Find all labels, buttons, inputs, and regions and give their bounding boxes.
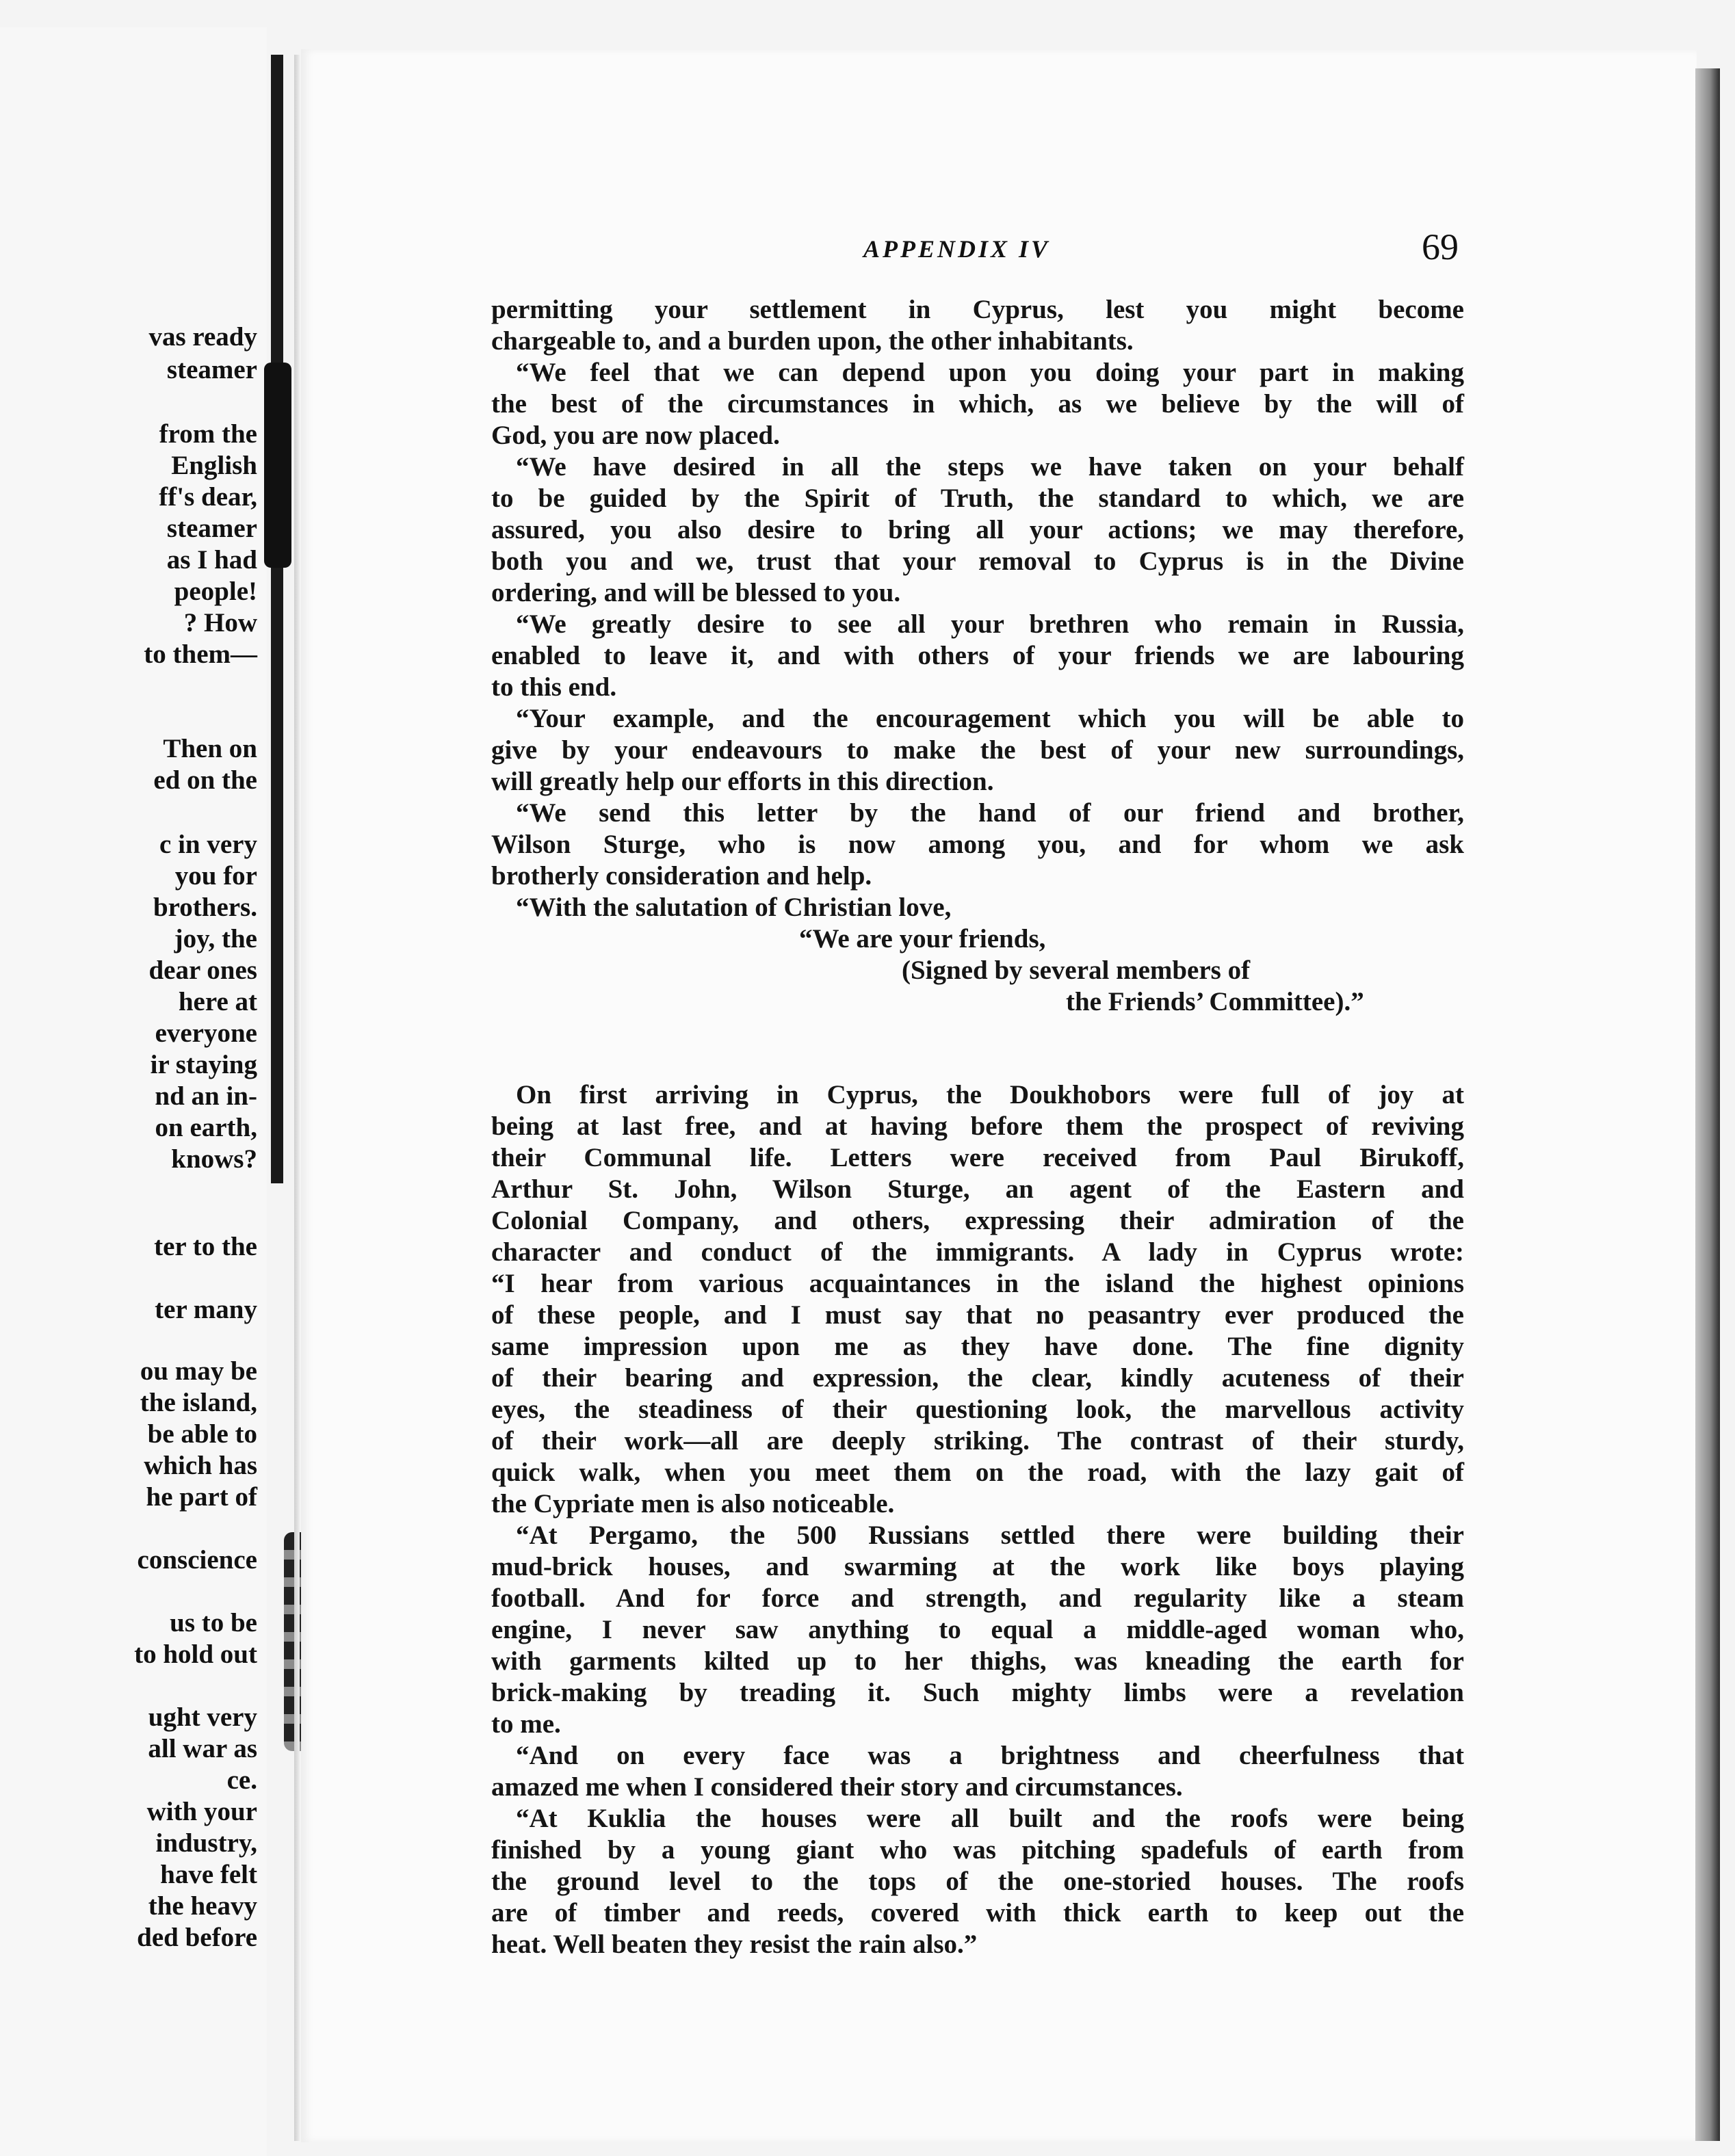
- body-line: finished by a young giant who was pitching spadefuls of earth from: [491, 1835, 1464, 1865]
- left-page-line: ff's dear,: [159, 482, 257, 512]
- left-page-line: people!: [174, 577, 257, 606]
- body-line: to me.: [491, 1709, 561, 1739]
- body-line: of their bearing and expression, the clear, kindly acuteness of their: [491, 1363, 1464, 1393]
- left-page-line: nd an in-: [155, 1081, 257, 1111]
- left-page-line: vas ready: [148, 322, 257, 352]
- left-page-line: with your: [146, 1797, 257, 1826]
- left-page-line: English: [171, 451, 257, 480]
- left-page-line: everyone: [155, 1018, 257, 1048]
- body-line: of their work—all are deeply striking. The contrast of their sturdy,: [491, 1426, 1464, 1456]
- body-line: ordering, and will be blessed to you.: [491, 578, 901, 607]
- body-line: the Cypriate men is also noticeable.: [491, 1489, 895, 1519]
- body-line: the ground level to the tops of the one-storied houses. The roofs: [491, 1867, 1464, 1896]
- left-page-line: as I had: [166, 545, 257, 575]
- left-page-line: joy, the: [174, 924, 257, 954]
- body-line: will greatly help our efforts in this direction.: [491, 767, 994, 796]
- body-line: their Communal life. Letters were received from Paul Birukoff,: [491, 1143, 1464, 1172]
- left-page-line: you for: [174, 861, 257, 891]
- running-head: APPENDIX IV: [863, 235, 1051, 263]
- binding-mark: [264, 363, 291, 568]
- body-line: Colonial Company, and others, expressing their admiration of the: [491, 1206, 1464, 1235]
- left-page-line: which has: [144, 1451, 257, 1480]
- left-page-line: ter to the: [154, 1232, 257, 1261]
- body-line: are of timber and reeds, covered with thick earth to keep out the: [491, 1898, 1464, 1928]
- body-line: eyes, the steadiness of their questioning look, the marvellous activity: [491, 1395, 1464, 1424]
- page-number: 69: [1422, 226, 1459, 267]
- body-line: to this end.: [491, 672, 617, 702]
- body-line: chargeable to, and a burden upon, the other inhabitants.: [491, 326, 1134, 356]
- binding-gutter: [271, 55, 283, 1183]
- left-page-line: have felt: [160, 1860, 257, 1889]
- body-line: “At Kuklia the houses were all built and the roofs were being: [516, 1804, 1464, 1833]
- left-page-line: ce.: [226, 1765, 257, 1795]
- left-page-line: steamer: [166, 355, 257, 384]
- left-page-line: ter many: [155, 1295, 257, 1324]
- body-line: “We feel that we can depend upon you doing your part in making: [516, 358, 1464, 387]
- left-page-line: ? How: [183, 608, 257, 637]
- body-line: On first arriving in Cyprus, the Doukhobors were full of joy at: [516, 1080, 1464, 1109]
- body-line: same impression upon me as they have done. The fine dignity: [491, 1332, 1464, 1361]
- signature-line: (Signed by several members of: [902, 956, 1251, 985]
- body-line: football. And for force and strength, and regularity like a steam: [491, 1583, 1464, 1613]
- body-line: “We greatly desire to see all your brethren who remain in Russia,: [516, 609, 1464, 639]
- left-page-line: on earth,: [155, 1113, 257, 1142]
- left-page-line: knows?: [171, 1144, 257, 1174]
- left-page-line: ught very: [148, 1703, 257, 1732]
- body-line: brotherly consideration and help.: [491, 861, 872, 891]
- gutter-edge: [294, 55, 300, 2141]
- left-page-line: from the: [159, 419, 257, 449]
- left-page-line: be able to: [147, 1419, 257, 1449]
- body-line: “I hear from various acquaintances in the island the highest opinions: [491, 1269, 1464, 1298]
- body-line: God, you are now placed.: [491, 421, 780, 450]
- body-line: “Your example, and the encouragement which you will be able to: [516, 704, 1464, 733]
- body-line: Arthur St. John, Wilson Sturge, an agent of the Eastern and: [491, 1174, 1464, 1204]
- body-line: “With the salutation of Christian love,: [516, 893, 952, 922]
- body-line: mud-brick houses, and swarming at the work like boys playing: [491, 1552, 1464, 1581]
- left-page-line: c in very: [159, 830, 257, 859]
- body-line: character and conduct of the immigrants. A lady in Cyprus wrote:: [491, 1237, 1464, 1267]
- body-line: assured, you also desire to bring all your actions; we may therefore,: [491, 515, 1464, 544]
- body-line: Wilson Sturge, who is now among you, and for whom we ask: [491, 830, 1464, 859]
- body-line: the best of the circumstances in which, as we believe by the will of: [491, 389, 1464, 419]
- left-page-line: ed on the: [153, 765, 257, 795]
- left-page-line: to hold out: [134, 1640, 257, 1669]
- body-line: being at last free, and at having before them the prospect of reviving: [491, 1112, 1464, 1141]
- left-page-line: dear ones: [148, 956, 257, 985]
- body-line: “We send this letter by the hand of our friend and brother,: [516, 798, 1464, 828]
- left-page-line: to them—: [144, 640, 257, 669]
- left-facing-page: [0, 27, 267, 2156]
- body-line: of these people, and I must say that no peasantry ever produced the: [491, 1300, 1464, 1330]
- left-page-line: Then on: [163, 734, 257, 763]
- body-line: with garments kilted up to her thighs, was kneading the earth for: [491, 1646, 1464, 1676]
- left-page-line: ou may be: [140, 1356, 257, 1386]
- body-line: “We have desired in all the steps we have taken on your behalf: [516, 452, 1464, 482]
- left-page-line: brothers.: [153, 893, 257, 922]
- body-line: permitting your settlement in Cyprus, lest you might become: [491, 295, 1464, 324]
- body-line: quick walk, when you meet them on the road, with the lazy gait of: [491, 1458, 1464, 1487]
- left-page-line: he part of: [146, 1482, 257, 1512]
- body-line: brick-making by treading it. Such mighty limbs were a revelation: [491, 1678, 1464, 1707]
- body-line: give by your endeavours to make the best of your new surroundings,: [491, 735, 1464, 765]
- left-page-line: steamer: [166, 514, 257, 543]
- signature-line: “We are your friends,: [799, 924, 1046, 954]
- body-line: “And on every face was a brightness and cheerfulness that: [516, 1741, 1464, 1770]
- body-line: enabled to leave it, and with others of your friends we are labouring: [491, 641, 1464, 670]
- left-page-line: all war as: [148, 1734, 257, 1763]
- body-line: to be guided by the Spirit of Truth, the standard to which, we are: [491, 484, 1464, 513]
- body-line: heat. Well beaten they resist the rain also.”: [491, 1930, 978, 1959]
- left-page-line: industry,: [155, 1828, 257, 1858]
- body-line: “At Pergamo, the 500 Russians settled there were building their: [516, 1521, 1464, 1550]
- body-line: both you and we, trust that your removal to Cyprus is in the Divine: [491, 547, 1464, 576]
- left-page-line: the island,: [140, 1388, 257, 1417]
- left-page-line: ded before: [137, 1923, 257, 1952]
- left-page-line: ir staying: [150, 1050, 257, 1079]
- left-page-line: here at: [178, 987, 257, 1016]
- left-page-line: the heavy: [148, 1891, 257, 1921]
- body-line: engine, I never saw anything to equal a middle-aged woman who,: [491, 1615, 1464, 1644]
- left-page-line: us to be: [170, 1608, 257, 1638]
- body-line: amazed me when I considered their story and circumstances.: [491, 1772, 1183, 1802]
- page-edge-shadow: [1695, 68, 1720, 2141]
- signature-line: the Friends’ Committee).”: [1066, 987, 1364, 1016]
- left-page-line: conscience: [137, 1545, 257, 1575]
